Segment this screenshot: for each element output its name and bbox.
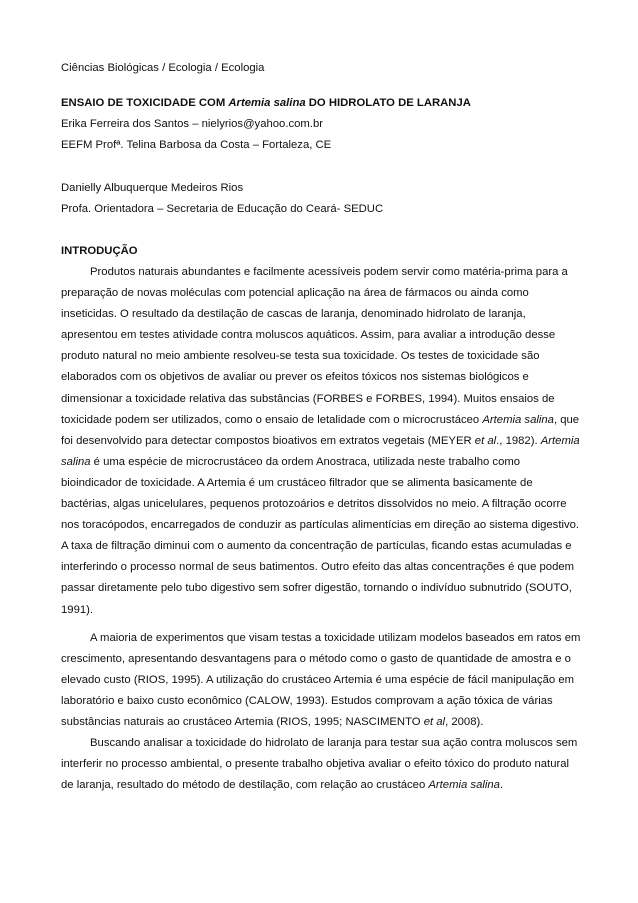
author-1: Erika Ferreira dos Santos – nielyrios@yahoo.com.br <box>61 118 323 130</box>
p3-text-a: Buscando analisar a toxicidade do hidrolato de laranja para testar sua ação contra moluscos sem interferir no processo ambiental, o presente trabalho objetiva avaliar o efeito tóxico do produto natural de laranja, resultado do método de destilação, com relação ao crustáceo <box>61 737 578 792</box>
p3-species: Artemia salina <box>428 779 500 792</box>
intro-paragraph-1 <box>61 262 581 621</box>
article-title <box>61 97 471 109</box>
title-species: Artemia salina <box>228 97 306 109</box>
p2-text-a: A maioria de experimentos que visam testas a toxicidade utilizam modelos baseados em ratos em crescimento, apresentando desvantagens para o método como o gasto de quantidade de amostra e o elevado custo (RIOS, 1995). A utilização do crustáceo Artemia é uma espécie de fácil manipulação em laboratório e baixo custo econômico (CALOW, 1993). Estudos comprovam a ação tóxica de várias substâncias naturais ao crustáceo Artemia (RIOS, 1995; NASCIMENTO <box>61 632 581 729</box>
p1-text-a: Produtos naturais abundantes e facilmente acessíveis podem servir como matéria-prima para a preparação de novas moléculas com potencial aplicação na área de fármacos ou ainda como inseticidas. O resultado da destilação de cascas de laranja, denominado hidrolato de laranja, apresentou em testes atividade contra moluscos aquáticos. Assim, para avaliar a introdução desse produto natural no meio ambiente resolveu-se testa sua toxicidade. Os testes de toxicidade são elaborados com os objetivos de avaliar ou prever os efeitos tóxicos nos sistemas biológicos e dimensionar a toxicidade relativa das substâncias (FORBES e FORBES, 1994). Muitos ensaios de toxicidade podem ser utilizados, como o ensaio de letalidade com o microcrustáceo <box>61 266 568 426</box>
affiliation-1: EEFM Profª. Telina Barbosa da Costa – Fortaleza, CE <box>61 139 332 151</box>
intro-paragraph-2 <box>61 628 581 733</box>
p2-text-b: , 2008). <box>445 716 484 729</box>
affiliation-2: Profa. Orientadora – Secretaria de Educação do Ceará- SEDUC <box>61 203 384 215</box>
section-heading: INTRODUÇÃO <box>61 245 138 257</box>
title-suffix: DO HIDROLATO DE LARANJA <box>305 97 471 109</box>
p1-species-1: Artemia salina <box>482 413 554 426</box>
title-prefix: ENSAIO DE TOXICIDADE COM <box>61 97 229 109</box>
p2-et-al: et al <box>423 716 446 729</box>
author-2: Danielly Albuquerque Medeiros Rios <box>61 182 244 194</box>
p3-text-b: . <box>499 779 504 792</box>
p1-text-b: , que foi desenvolvido para detectar compostos bioativos em extratos vegetais (MEYER <box>61 413 580 447</box>
p1-text-c: ., 1982). <box>496 434 541 447</box>
p1-et-al: et al <box>474 434 497 447</box>
p1-text-d: é uma espécie de microcrustáceo da ordem Anostraca, utilizada neste trabalho como bioindicador de toxicidade. A Artemia é um crustáceo filtrador que se alimenta basicamente de bactérias, algas unicelulares, pequenos protozoários e detritos dissolvidos no meio. A filtração ocorre nos toracópodos, encarregados de conduzir as partículas alimentícias em direção ao sistema digestivo. A taxa de filtração diminui com o aumento da concentração de partículas, ficando estas acumuladas e interferindo o processo normal de seus batimentos. Outro efeito das altas concentrações é que podem passar diretamente pelo tubo digestivo sem sofrer digestão, tornando o indivíduo subnutrido (SOUTO, 1991). <box>61 455 580 616</box>
category-line: Ciências Biológicas / Ecologia / Ecologia <box>61 62 265 74</box>
p1-species-2: Artemia salina <box>61 434 580 468</box>
intro-paragraph-3 <box>61 733 581 796</box>
